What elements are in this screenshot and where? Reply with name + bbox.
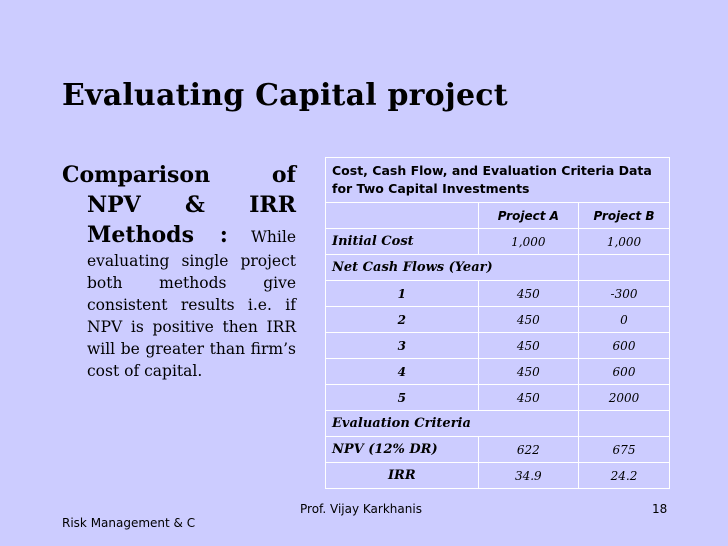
cell-cash-flow-b: 600 xyxy=(579,333,670,359)
header-empty-cell xyxy=(326,203,479,229)
table-row xyxy=(326,359,670,385)
row-label-irr: IRR xyxy=(326,463,479,489)
cell-initial-cost-a: 1,000 xyxy=(478,229,578,255)
footer-presenter: Prof. Vijay Karkhanis xyxy=(300,502,422,516)
cell-initial-cost-b: 1,000 xyxy=(579,229,670,255)
cell-year: 4 xyxy=(326,359,479,385)
table-row xyxy=(326,307,670,333)
cell-cash-flow-a: 450 xyxy=(478,333,578,359)
body-lead: Comparison of NPV & IRR Methods : xyxy=(62,162,296,248)
cell-year: 2 xyxy=(326,307,479,333)
table-caption: Cost, Cash Flow, and Evaluation Criteria Data for Two Capital Investments xyxy=(326,158,670,203)
row-label-initial-cost: Initial Cost xyxy=(326,229,479,255)
cell-npv-b: 675 xyxy=(579,437,670,463)
table-row xyxy=(326,281,670,307)
header-project-b: Project B xyxy=(579,203,670,229)
cell-cash-flow-b: -300 xyxy=(579,281,670,307)
cell-npv-a: 622 xyxy=(478,437,578,463)
cell-cash-flow-a: 450 xyxy=(478,385,578,411)
body-paragraph xyxy=(62,160,296,382)
cell-cash-flow-b: 2000 xyxy=(579,385,670,411)
empty-cell xyxy=(579,255,670,281)
cell-year: 5 xyxy=(326,385,479,411)
cell-cash-flow-a: 450 xyxy=(478,307,578,333)
slide-title: Evaluating Capital project xyxy=(62,78,508,113)
row-label-net-cash-flows: Net Cash Flows (Year) xyxy=(326,255,579,281)
cell-cash-flow-b: 600 xyxy=(579,359,670,385)
footer-page-number: 18 xyxy=(652,502,668,516)
body-rest: While evaluating single project both methods give consistent results i.e. if NPV is positive then IRR will be greater than firm’s cost of capital. xyxy=(87,228,296,380)
table-row xyxy=(326,333,670,359)
cell-irr-b: 24.2 xyxy=(579,463,670,489)
table-row xyxy=(326,385,670,411)
table-row xyxy=(326,437,670,463)
cell-irr-a: 34.9 xyxy=(478,463,578,489)
row-label-evaluation-criteria: Evaluation Criteria xyxy=(326,411,579,437)
cell-cash-flow-a: 450 xyxy=(478,359,578,385)
cell-year: 1 xyxy=(326,281,479,307)
data-table xyxy=(325,157,670,489)
row-label-npv: NPV (12% DR) xyxy=(326,437,479,463)
table-header-row xyxy=(326,203,670,229)
cell-cash-flow-b: 0 xyxy=(579,307,670,333)
cell-cash-flow-a: 450 xyxy=(478,281,578,307)
table-row xyxy=(326,255,670,281)
empty-cell xyxy=(579,411,670,437)
header-project-a: Project A xyxy=(478,203,578,229)
cell-year: 3 xyxy=(326,333,479,359)
footer-course: Risk Management & C xyxy=(62,516,196,530)
table-row xyxy=(326,229,670,255)
table-row xyxy=(326,463,670,489)
table-row xyxy=(326,411,670,437)
